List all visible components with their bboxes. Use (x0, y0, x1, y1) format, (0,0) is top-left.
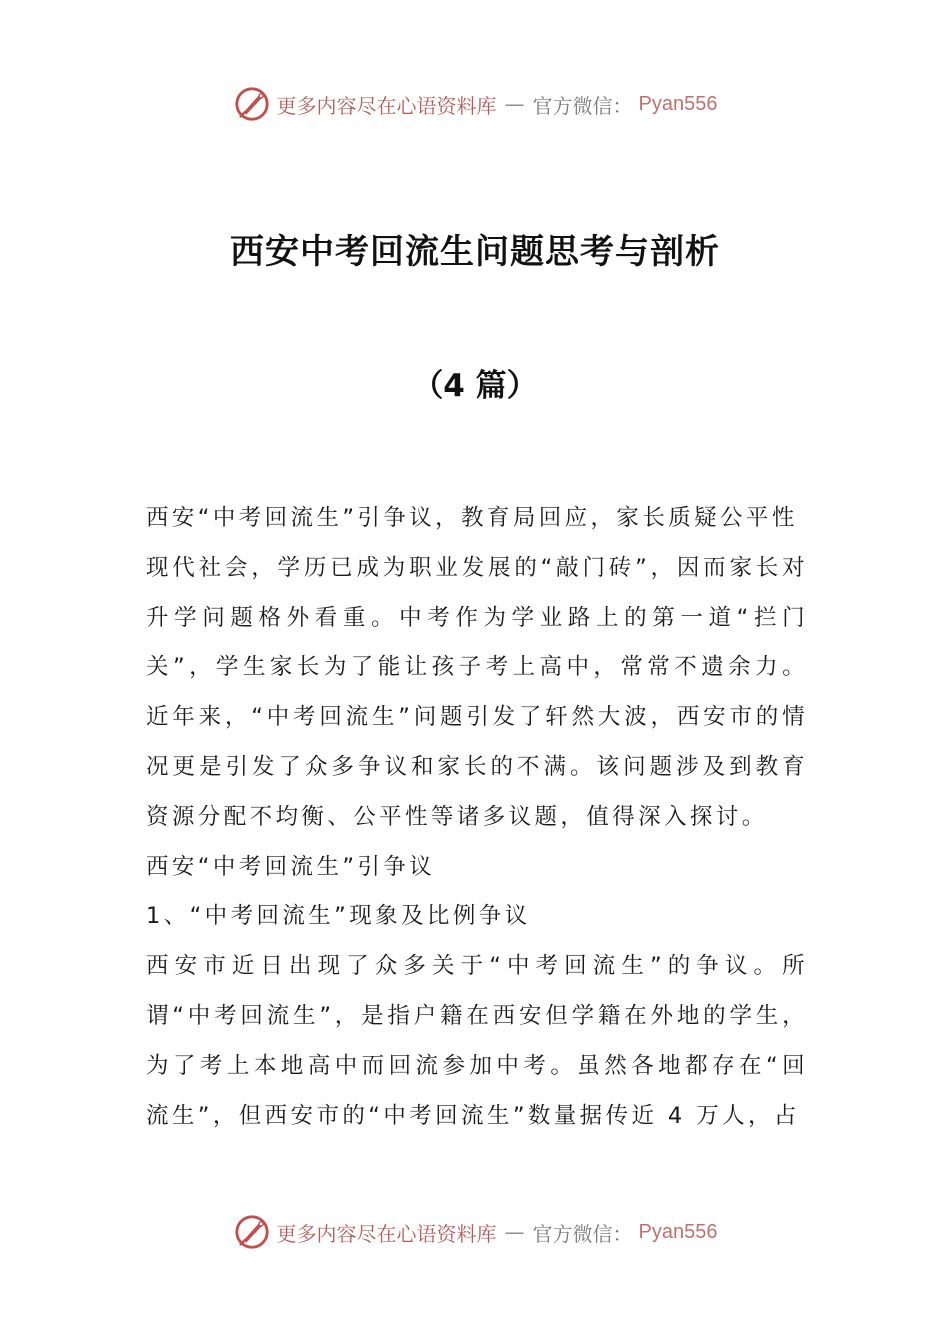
document-title: 西安中考回流生问题思考与剖析 (230, 232, 720, 272)
quill-logo-icon (233, 85, 271, 123)
footer-wechat-id: Pyan556 (638, 1220, 718, 1243)
header-banner (0, 84, 950, 124)
header-wechat-id: Pyan556 (638, 92, 718, 115)
header-banner-content (233, 85, 718, 123)
document-subtitle: （4 篇） (412, 368, 538, 404)
footer-banner-content (233, 1213, 718, 1251)
footer-separator: — (504, 1220, 525, 1244)
quill-logo-icon (233, 1213, 271, 1251)
header-promo-text: 更多内容尽在心语资料库 (276, 93, 497, 118)
paragraph-intro: 现代社会，学历已成为职业发展的“敲门砖”，因而家长对升学问题格外看重。中考作为学业路上的第一道“拦门关”，学生家长为了能让孩子考上高中，常常不遗余力。近年来，“中考回流生”问题引发了轩然大波，西安市的情况更是引发了众多争议和家长的不满。该问题涉及到教育资源分配不均衡、公平性等诸多议题，值得深入探讨。 (146, 554, 808, 830)
paragraph-body: 西安市近日出现了众多关于“中考回流生”的争议。所谓“中考回流生”，是指户籍在西安但学籍在外地的学生，为了考上本地高中而回流参加中考。虽然各地都存在“回流生”，但西安市的“中考回流生”数量据传近 4 万人，占 (146, 953, 808, 1129)
footer-banner (0, 1212, 950, 1252)
header-wechat-label: 官方微信： (532, 93, 633, 118)
subsection-heading: 1、“中考回流生”现象及比例争议 (146, 903, 531, 930)
footer-promo-text: 更多内容尽在心语资料库 (276, 1221, 497, 1246)
section-heading: 西安“中考回流生”引争议 (146, 853, 436, 880)
document-body (146, 494, 808, 1141)
header-separator: — (504, 92, 525, 116)
paragraph-headline: 西安“中考回流生”引争议，教育局回应，家长质疑公平性 (146, 505, 798, 531)
footer-wechat-label: 官方微信： (532, 1221, 633, 1246)
